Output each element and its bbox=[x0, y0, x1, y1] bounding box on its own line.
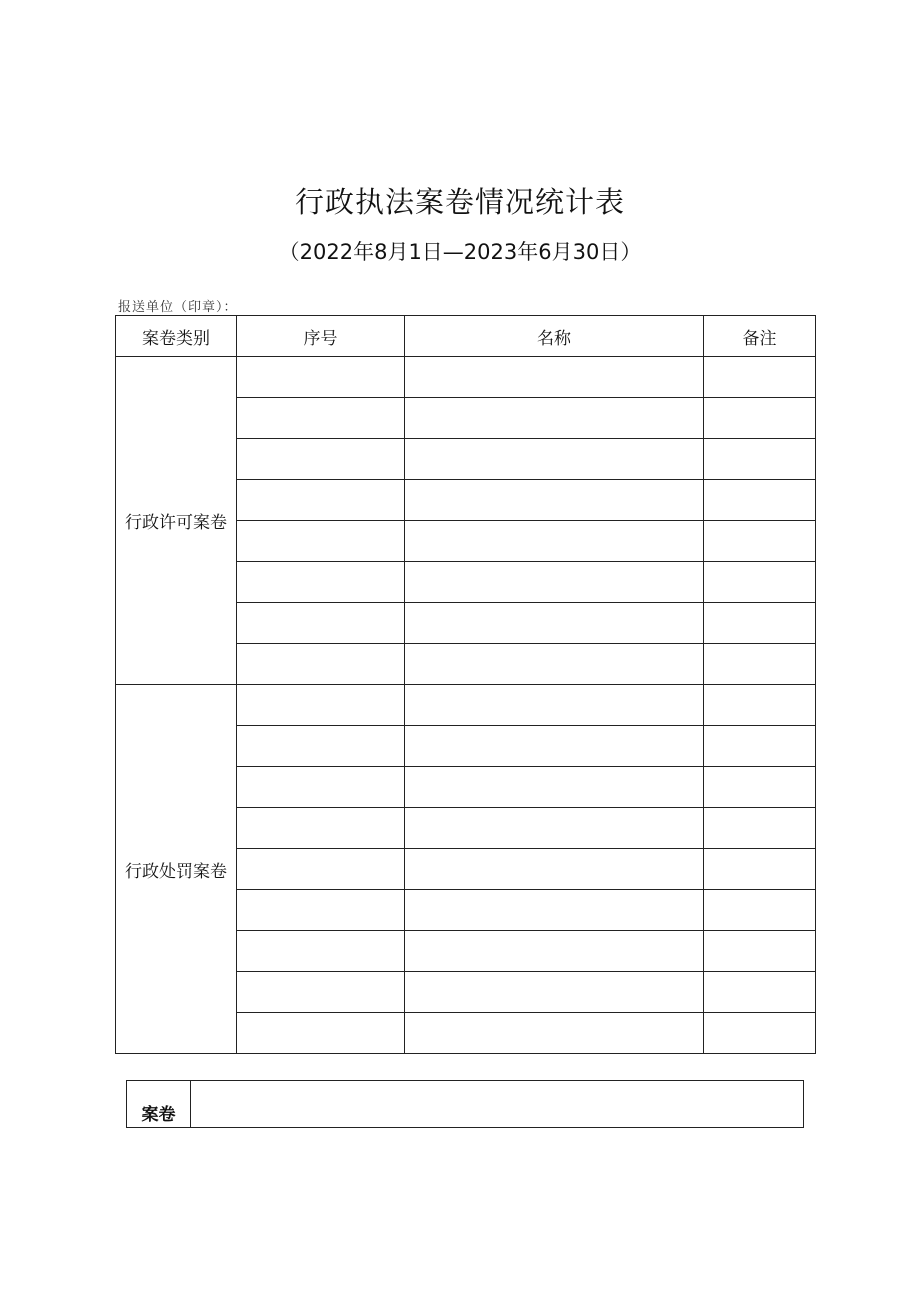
serial-cell[interactable] bbox=[237, 562, 405, 603]
remarks-cell[interactable] bbox=[704, 1013, 816, 1054]
name-cell[interactable] bbox=[405, 767, 704, 808]
header-serial: 序号 bbox=[237, 316, 405, 357]
footer-table bbox=[126, 1080, 804, 1128]
remarks-cell[interactable] bbox=[704, 767, 816, 808]
name-cell[interactable] bbox=[405, 972, 704, 1013]
remarks-cell[interactable] bbox=[704, 890, 816, 931]
remarks-cell[interactable] bbox=[704, 357, 816, 398]
header-name: 名称 bbox=[405, 316, 704, 357]
footer-content-cell[interactable] bbox=[191, 1081, 804, 1128]
name-cell[interactable] bbox=[405, 644, 704, 685]
serial-cell[interactable] bbox=[237, 808, 405, 849]
category-cell: 行政处罚案卷 bbox=[116, 685, 237, 1054]
name-cell[interactable] bbox=[405, 357, 704, 398]
serial-cell[interactable] bbox=[237, 726, 405, 767]
serial-cell[interactable] bbox=[237, 521, 405, 562]
header-category: 案卷类别 bbox=[116, 316, 237, 357]
remarks-cell[interactable] bbox=[704, 644, 816, 685]
table-row bbox=[116, 685, 816, 726]
name-cell[interactable] bbox=[405, 726, 704, 767]
serial-cell[interactable] bbox=[237, 603, 405, 644]
name-cell[interactable] bbox=[405, 685, 704, 726]
category-cell: 行政许可案卷 bbox=[116, 357, 237, 685]
remarks-cell[interactable] bbox=[704, 562, 816, 603]
name-cell[interactable] bbox=[405, 439, 704, 480]
name-cell[interactable] bbox=[405, 480, 704, 521]
header-remarks: 备注 bbox=[704, 316, 816, 357]
serial-cell[interactable] bbox=[237, 931, 405, 972]
name-cell[interactable] bbox=[405, 931, 704, 972]
name-cell[interactable] bbox=[405, 398, 704, 439]
table-header-row bbox=[116, 316, 816, 357]
serial-cell[interactable] bbox=[237, 890, 405, 931]
remarks-cell[interactable] bbox=[704, 480, 816, 521]
name-cell[interactable] bbox=[405, 1013, 704, 1054]
table-body bbox=[116, 357, 816, 1054]
serial-cell[interactable] bbox=[237, 1013, 405, 1054]
serial-cell[interactable] bbox=[237, 972, 405, 1013]
remarks-cell[interactable] bbox=[704, 931, 816, 972]
serial-cell[interactable] bbox=[237, 685, 405, 726]
serial-cell[interactable] bbox=[237, 439, 405, 480]
case-statistics-table bbox=[115, 315, 816, 1054]
serial-cell[interactable] bbox=[237, 480, 405, 521]
name-cell[interactable] bbox=[405, 521, 704, 562]
remarks-cell[interactable] bbox=[704, 972, 816, 1013]
table-row bbox=[116, 357, 816, 398]
name-cell[interactable] bbox=[405, 890, 704, 931]
remarks-cell[interactable] bbox=[704, 726, 816, 767]
footer-row bbox=[127, 1081, 804, 1128]
name-cell[interactable] bbox=[405, 808, 704, 849]
remarks-cell[interactable] bbox=[704, 521, 816, 562]
remarks-cell[interactable] bbox=[704, 849, 816, 890]
serial-cell[interactable] bbox=[237, 357, 405, 398]
remarks-cell[interactable] bbox=[704, 439, 816, 480]
remarks-cell[interactable] bbox=[704, 603, 816, 644]
name-cell[interactable] bbox=[405, 562, 704, 603]
reporting-unit-label: 报送单位（印章）： bbox=[118, 300, 238, 315]
date-range-subtitle: （2022年8月1日—2023年6月30日） bbox=[278, 240, 642, 264]
remarks-cell[interactable] bbox=[704, 808, 816, 849]
serial-cell[interactable] bbox=[237, 849, 405, 890]
remarks-cell[interactable] bbox=[704, 398, 816, 439]
footer-label: 案卷 bbox=[127, 1081, 191, 1128]
serial-cell[interactable] bbox=[237, 644, 405, 685]
serial-cell[interactable] bbox=[237, 767, 405, 808]
remarks-cell[interactable] bbox=[704, 685, 816, 726]
name-cell[interactable] bbox=[405, 849, 704, 890]
name-cell[interactable] bbox=[405, 603, 704, 644]
serial-cell[interactable] bbox=[237, 398, 405, 439]
document-title: 行政执法案卷情况统计表 bbox=[294, 185, 625, 219]
